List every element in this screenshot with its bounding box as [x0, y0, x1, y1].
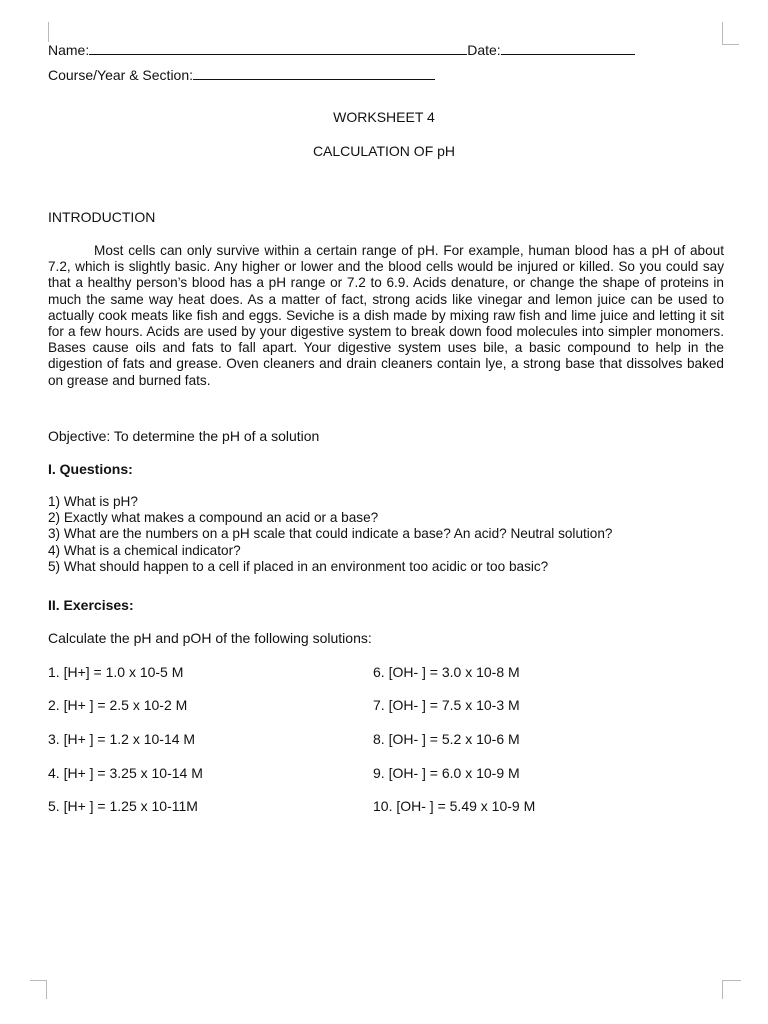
- exercise-item: 6. [OH- ] = 3.0 x 10-8 M: [373, 664, 520, 680]
- exercises-heading: II. Exercises:: [48, 597, 134, 613]
- question-item: 5) What should happen to a cell if placed in an environment too acidic or too basic?: [48, 558, 549, 574]
- introduction-heading: INTRODUCTION: [48, 209, 156, 225]
- questions-list: [48, 494, 612, 575]
- question-item: 3) What are the numbers on a pH scale that could indicate a base? An acid? Neutral solution?: [48, 526, 613, 542]
- corner-mark-bottom-right: [722, 980, 741, 999]
- exercise-item: 7. [OH- ] = 7.5 x 10-3 M: [373, 697, 520, 713]
- course-line: [48, 67, 435, 83]
- exercise-item: 9. [OH- ] = 6.0 x 10-9 M: [373, 765, 520, 781]
- corner-mark-bottom-left: [30, 980, 47, 999]
- question-item: 2) Exactly what makes a compound an acid or a base?: [48, 510, 379, 526]
- introduction-paragraph: Most cells can only survive within a certain range of pH. For example, human blood has a pH of about 7.2, which is slightly basic. Any higher or lower and the blood cells would be injured or killed. So you could say that a healthy person’s blood has a pH range or 7.2 to 6.9. Acids denature, or change the shape of proteins in much the same way heat does. As a matter of fact, strong acids like vinegar and lemon juice can be used to actually cook meats like fish and eggs. Seviche is a dish made by mixing raw fish and lime juice and letting it sit for a few hours. Acids are used by your digestive system to break down food molecules into simpler monomers. Bases cause oils and fats to fall apart. Your digestive system uses bile, a basic compound to help in the digestion of fats and grease. Oven cleaners and drain cleaners contain lye, a strong base that dissolves baked on grease and burned fats.: [48, 243, 724, 388]
- questions-heading: I. Questions:: [48, 461, 133, 477]
- worksheet-title: WORKSHEET 4: [333, 109, 435, 125]
- exercise-item: 8. [OH- ] = 5.2 x 10-6 M: [373, 731, 520, 747]
- objective-text: Objective: To determine the pH of a solution: [48, 428, 320, 444]
- exercise-item: 10. [OH- ] = 5.49 x 10-9 M: [373, 798, 536, 814]
- worksheet-subtitle: CALCULATION OF pH: [312, 143, 456, 159]
- course-blank[interactable]: [193, 67, 435, 80]
- exercise-item: 3. [H+ ] = 1.2 x 10-14 M: [48, 731, 196, 747]
- corner-mark-top-left: [36, 22, 49, 42]
- exercise-item: 2. [H+ ] = 2.5 x 10-2 M: [48, 697, 188, 713]
- exercise-item: 1. [H+] = 1.0 x 10-5 M: [48, 664, 184, 680]
- exercises-instruction: Calculate the pH and pOH of the following solutions:: [48, 630, 372, 646]
- course-label: Course/Year & Section:: [48, 67, 194, 83]
- question-item: 4) What is a chemical indicator?: [48, 542, 241, 558]
- question-item: 1) What is pH?: [48, 494, 138, 509]
- exercise-item: 4. [H+ ] = 3.25 x 10-14 M: [48, 765, 203, 781]
- name-blank[interactable]: [89, 42, 467, 55]
- corner-mark-top-right: [722, 22, 739, 45]
- name-date-line: [48, 42, 635, 58]
- date-label: Date:: [467, 42, 501, 58]
- name-label: Name:: [48, 42, 90, 58]
- date-blank[interactable]: [501, 42, 635, 55]
- exercise-item: 5. [H+ ] = 1.25 x 10-11M: [48, 798, 198, 814]
